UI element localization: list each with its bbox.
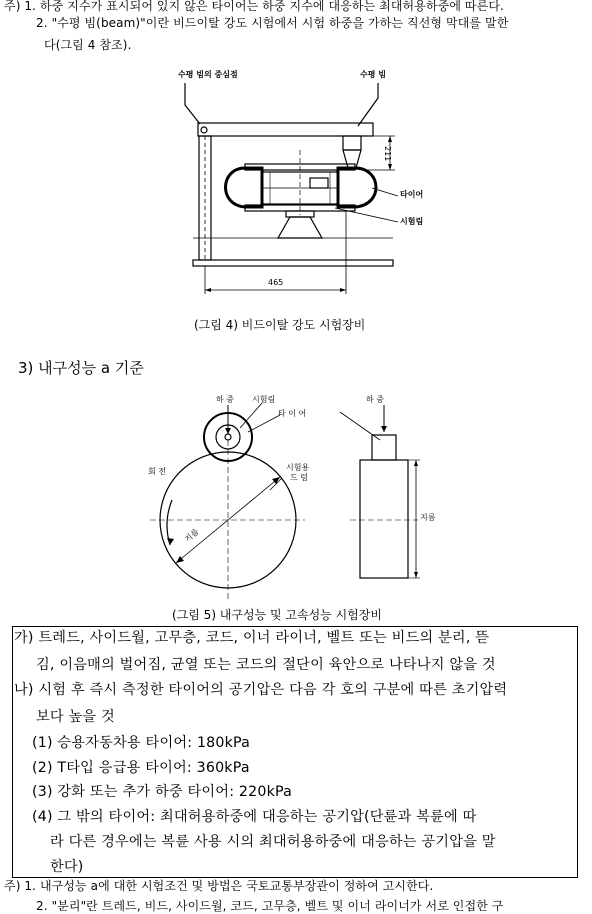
fig4-label-beam-center: 수평 빔의 중심점 xyxy=(178,70,238,79)
fig5-label-diameter-right: 지름 xyxy=(420,513,436,522)
criteria-item-3: (3) 강화 또는 추가 하중 타이어: 220kPa xyxy=(32,784,292,800)
drum-side-view xyxy=(360,460,408,578)
criteria-na-2: 보다 높을 것 xyxy=(36,709,115,725)
fig5-label-test-rim: 시험림 xyxy=(252,395,276,404)
fig5-label-load-left: 하 중 xyxy=(216,395,234,404)
fig4-dim-211: 211 xyxy=(383,146,392,162)
tire-side-view xyxy=(372,435,396,460)
figure-4-caption: (그림 4) 비드이탈 강도 시험장비 xyxy=(194,318,366,332)
note-2: 2. "수평 빔(beam)"이란 비드이탈 강도 시험에서 시험 하중을 가하는 직선형 막대를 말한 xyxy=(36,16,509,30)
criteria-item-2: (2) T타입 응급용 타이어: 360kPa xyxy=(32,760,250,776)
fig5-label-tire: 타 이 어 xyxy=(278,409,307,418)
fig4-label-rim: 시험림 xyxy=(400,217,424,226)
section-3-title: 3) 내구성능 a 기준 xyxy=(18,359,144,377)
note-2-cont: 다(그림 4 참조). xyxy=(44,38,132,52)
fig5-label-drum-1: 시험용 xyxy=(286,463,310,472)
fig5-label-load-right: 하 중 xyxy=(366,395,384,404)
figure-5-caption: (그림 5) 내구성능 및 고속성능 시험장비 xyxy=(172,608,382,622)
criteria-na-1: 나) 시험 후 즉시 측정한 타이어의 공기압은 다음 각 호의 구분에 따른 초기압력 xyxy=(14,682,508,698)
criteria-item-4-3: 한다) xyxy=(50,859,84,875)
criteria-ga-1: 가) 트레드, 사이드월, 고무층, 코드, 이너 라이너, 벨트 또는 비드의 분리, 뜯 xyxy=(14,630,490,646)
fig5-label-rotation: 회 전 xyxy=(148,467,166,476)
criteria-item-1: (1) 승용자동차용 타이어: 180kPa xyxy=(32,735,251,751)
criteria-ga-2: 김, 이음매의 벌어짐, 균열 또는 코드의 절단이 육안으로 나타나지 않을 것 xyxy=(36,657,496,673)
criteria-item-4-1: (4) 그 밖의 타이어: 최대허용하중에 대응하는 공기압(단륜과 복륜에 따 xyxy=(32,809,477,825)
fig4-label-tire: 타이어 xyxy=(400,190,424,199)
fig5-label-drum-2: 드 럼 xyxy=(290,473,308,482)
bottom-note-2: 2. "분리"란 트레드, 비드, 사이드월, 코드, 고무층, 벨트 및 이너 라이너가 서로 인접한 구 xyxy=(36,899,504,913)
fig4-dim-465: 465 xyxy=(268,278,284,287)
bottom-note-1: 주) 1. 내구성능 a에 대한 시험조건 및 방법은 국토교통부장관이 정하여 고시한다. xyxy=(4,879,434,893)
fig5-label-diameter-left: 지름 xyxy=(182,527,201,544)
criteria-item-4-2: 라 다른 경우에는 복륜 사용 시의 최대허용하중에 대응하는 공기압을 말 xyxy=(50,834,496,850)
note-1: 주) 1. 하중 지수가 표시되어 있지 않은 타이어는 하중 지수에 대응하는 최대허용하중에 따른다. xyxy=(4,0,504,13)
fig4-label-beam: 수평 빔 xyxy=(360,70,386,79)
